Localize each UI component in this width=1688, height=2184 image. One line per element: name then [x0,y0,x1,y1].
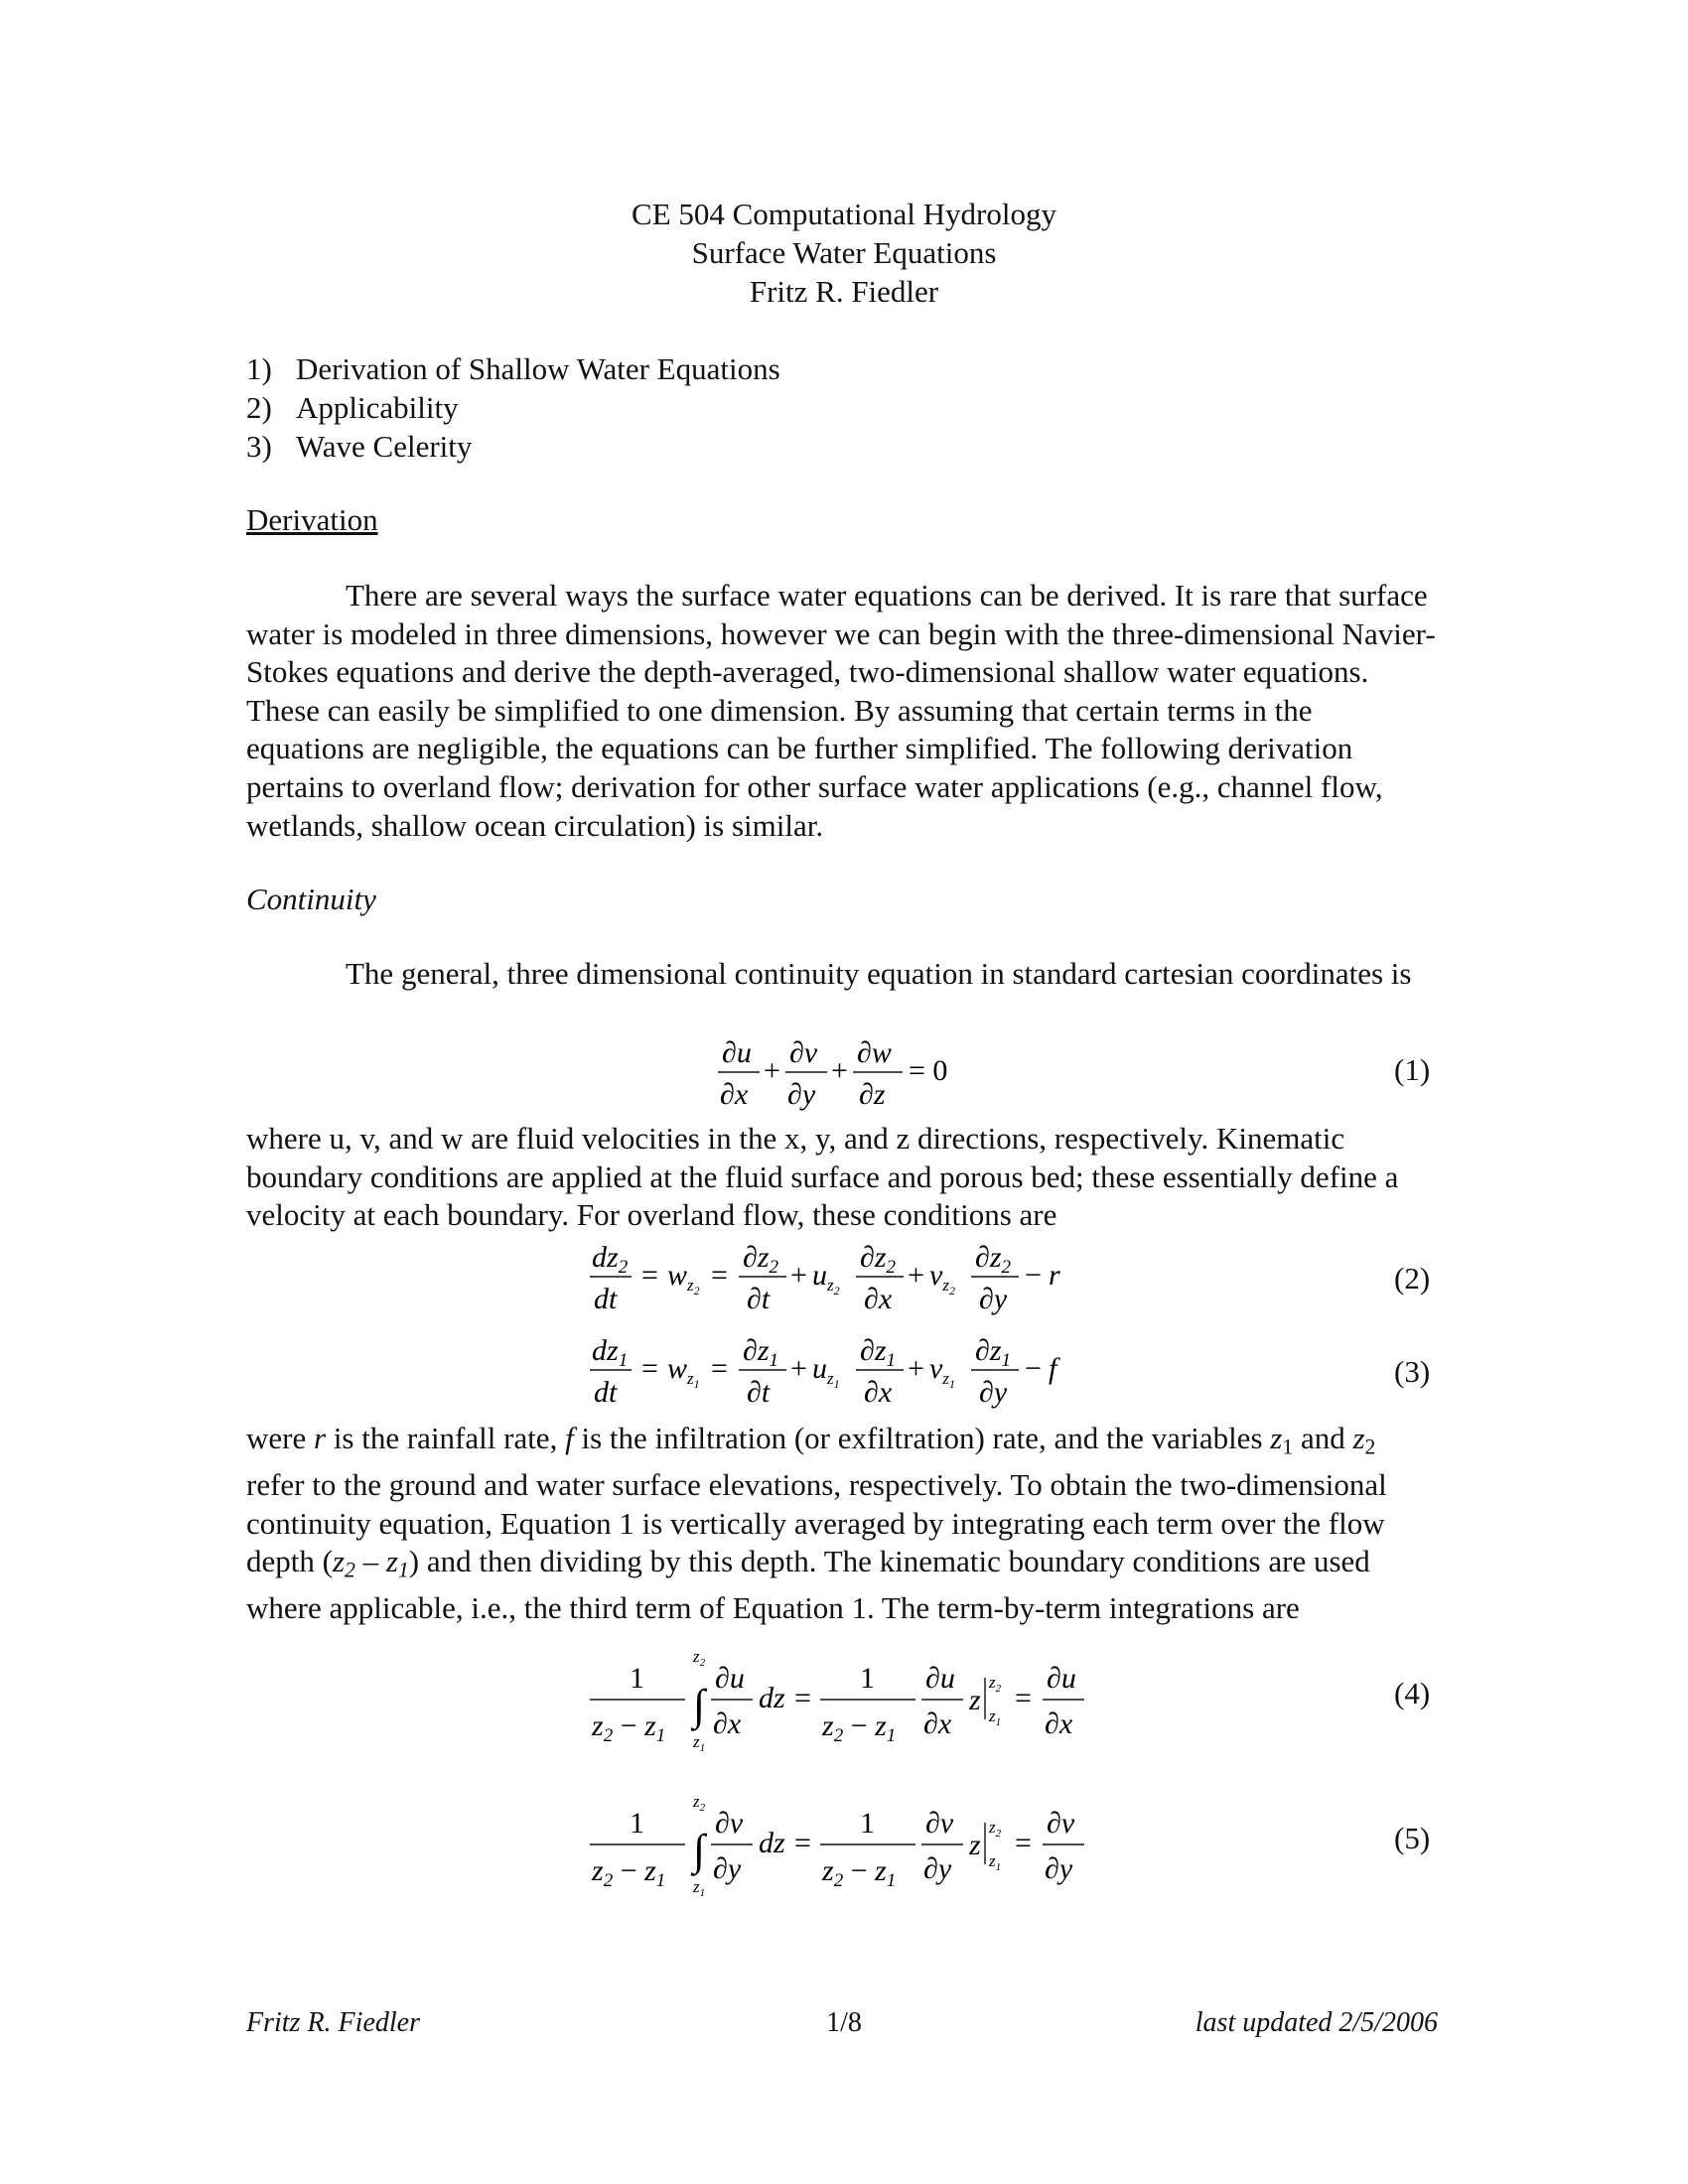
variable-z1: z [1270,1421,1283,1455]
svg-text:+: + [831,1054,848,1087]
svg-text:∂v: ∂v [925,1807,954,1840]
svg-text:dt: dt [594,1376,618,1409]
svg-text:∂x: ∂x [720,1078,749,1111]
svg-text:∂y: ∂y [979,1376,1008,1409]
outline-number: 3) [246,429,272,464]
equation-1 [710,1032,968,1112]
text-segment: is the infiltration (or exfiltration) rate, and the variables [573,1421,1271,1455]
svg-text:∂z: ∂z [859,1078,886,1111]
svg-text:∂v: ∂v [1047,1807,1075,1840]
svg-text:dt: dt [594,1283,618,1315]
svg-text:z2: $z_2$ [989,1673,1002,1695]
outline-list [246,349,780,466]
paragraph-averaging [246,1420,1438,1628]
svg-text:∂x: ∂x [864,1376,893,1409]
outline-item [246,388,780,427]
svg-text:∂t: ∂t [747,1376,771,1409]
svg-text:∂x: ∂x [864,1283,893,1315]
outline-item [246,349,780,388]
svg-text:∂v: ∂v [715,1807,744,1840]
subscript: 2 [1364,1434,1376,1459]
svg-text:=: = [641,1352,658,1385]
svg-text:z1: $z_1$ [693,1877,706,1899]
svg-text:∂u: ∂u [715,1662,745,1695]
svg-text:dz: dz [759,1827,785,1859]
equation-number-3: (3) [1394,1354,1431,1389]
svg-text:∂z1: $\partial z_1$ [975,1334,1011,1371]
paragraph-boundary-text: where u, v, and w are fluid velocities in the x, y, and z directions, respectively. Kinematic boundary conditions are applied at the fluid surface and porous bed; these essentially define a velocity at each boundary. For overland flow, these conditions are [246,1121,1399,1233]
svg-text:∂y: ∂y [1045,1852,1073,1885]
svg-text:1: 1 [860,1807,875,1840]
svg-text:−: − [1025,1352,1042,1385]
outline-number: 1) [246,351,272,386]
svg-text:z2 − z1: $z_2 - z_1$ [592,1854,666,1891]
svg-text:z2: $z_2$ [989,1818,1002,1840]
svg-text:=: = [1015,1682,1032,1714]
svg-text:∂x: ∂x [1045,1707,1073,1740]
svg-text:dz1: $dz_1$ [592,1334,629,1371]
svg-text:= 0: = 0 [909,1054,948,1087]
svg-text:∂u: ∂u [1047,1662,1076,1695]
svg-text:∂z2: $\partial z_2$ [975,1241,1011,1278]
author-name: Fritz R. Fiedler [749,274,939,309]
svg-text:∂x: ∂x [713,1707,742,1740]
svg-text:∂z1: $\partial z_1$ [860,1334,896,1371]
svg-text:1: 1 [630,1662,644,1695]
svg-text:∂u: ∂u [722,1036,752,1069]
svg-text:z2 − z1: $z_2 - z_1$ [592,1709,666,1746]
svg-text:z: z [969,1829,981,1861]
svg-text:∂z1: $\partial z_1$ [743,1334,778,1371]
svg-text:∫: ∫ [693,1681,706,1729]
svg-text:∫: ∫ [693,1826,706,1874]
svg-text:∂z2: $\partial z_2$ [860,1241,896,1278]
svg-text:z2 − z1: $z_2 - z_1$ [822,1709,897,1746]
svg-text:vz1: $v_z1$ [929,1352,955,1391]
text-segment: and [1293,1421,1353,1455]
svg-text:∂z2: $\partial z_2$ [743,1241,778,1278]
svg-text:∂y: ∂y [713,1852,742,1885]
svg-text:∂y: ∂y [979,1283,1008,1315]
depth-expression: $z_2 - z_1$ [332,1544,409,1582]
svg-text:uz2: $u_z2$ [812,1259,840,1297]
svg-text:=: = [711,1352,728,1385]
svg-text:z1: $z_1$ [989,1706,1002,1728]
equation-number-1: (1) [1394,1052,1431,1087]
equation-4 [586,1648,1102,1757]
outline-number: 2) [246,390,272,425]
svg-text:∂y: ∂y [923,1852,952,1885]
section-heading-derivation: Derivation [246,502,378,537]
svg-text:z1: $z_1$ [693,1732,706,1754]
text-segment: is the rainfall rate, [326,1421,566,1455]
svg-text:+: + [790,1259,807,1292]
footer-page-number: 1/8 [826,2007,862,2038]
svg-text:=: = [794,1682,811,1714]
svg-text:z2 − z1: $z_2 - z_1$ [822,1854,897,1891]
svg-text:z2: $z_2$ [693,1793,706,1814]
svg-text:+: + [908,1259,924,1292]
svg-text:=: = [641,1259,658,1292]
svg-text:z1: $z_1$ [989,1851,1002,1873]
paragraph-continuity-text: The general, three dimensional continuity equation in standard cartesian coordinates is [346,956,1412,991]
outline-text: Applicability [296,390,459,425]
outline-item [246,427,780,466]
subscript: 1 [1282,1434,1294,1459]
section-heading-continuity: Continuity [246,882,376,916]
svg-text:z2: $z_2$ [693,1648,706,1669]
footer-last-updated: last updated 2/5/2006 [1195,2007,1438,2038]
topic-title: Surface Water Equations [691,235,997,270]
svg-text:1: 1 [860,1662,875,1695]
svg-text:z: z [969,1684,981,1716]
svg-text:1: 1 [630,1807,644,1840]
svg-text:dz: dz [759,1682,785,1714]
paragraph-intro-text: There are several ways the surface water equations can be derived. It is rare that surface water is modeled in three dimensions, however we can begin with the three-dimensional Navier-Stokes equations and derive the depth-averaged, two-dimensional shallow water equations. These can easily be simplified to one dimension. By assuming that certain terms in the equations are negligible, the equations can be further simplified. The following derivation pertains to overland flow; derivation for other surface water applications (e.g., channel flow, wetlands, shallow ocean circulation) is similar. [246,578,1436,843]
paragraph-intro [246,577,1438,845]
course-title: CE 504 Computational Hydrology [632,197,1056,231]
outline-text: Derivation of Shallow Water Equations [296,351,780,386]
svg-text:∂t: ∂t [747,1283,771,1315]
svg-text:r: r [1049,1259,1060,1292]
paragraph-continuity [246,955,1438,994]
svg-text:+: + [790,1352,807,1385]
svg-text:=: = [711,1259,728,1292]
svg-text:∂y: ∂y [787,1078,816,1111]
equation-2 [586,1239,1102,1318]
variable-f: f [565,1421,574,1455]
text-segment: refer to the ground and water surface elevations, respectively. To obtain the two-dimensional continuity equation, Equation 1 is vertically averaged by integrating each term over the flow depth ( [246,1467,1387,1579]
equation-number-2: (2) [1394,1261,1431,1296]
svg-text:∂u: ∂u [925,1662,955,1695]
svg-text:f: f [1049,1352,1057,1385]
variable-r: r [313,1421,327,1455]
footer-author: Fritz R. Fiedler [246,2007,420,2038]
variable-z2: z [1352,1421,1365,1455]
svg-text:+: + [908,1352,924,1385]
svg-text:=: = [1015,1827,1032,1859]
svg-text:wz2: $w_z2$ [667,1259,700,1297]
svg-text:wz1: $w_z1$ [667,1352,700,1391]
equation-number-5: (5) [1394,1821,1431,1855]
svg-text:+: + [764,1054,780,1087]
svg-text:∂v: ∂v [789,1036,818,1069]
paragraph-boundary [246,1120,1438,1235]
svg-text:−: − [1025,1259,1042,1292]
equation-5 [586,1793,1102,1902]
svg-text:dz2: $dz_2$ [592,1241,629,1278]
svg-text:vz2: $v_z2$ [929,1259,955,1297]
svg-text:∂w: ∂w [857,1036,892,1069]
text-segment: were [246,1421,314,1455]
equation-3 [586,1332,1102,1412]
title-block [0,195,1688,311]
equation-number-4: (4) [1394,1676,1431,1710]
svg-text:=: = [794,1827,811,1859]
text-segment: ) and then dividing by this depth. The kinematic boundary conditions are used where applicable, i.e., the third term of Equation 1. The term-by-term integrations are [246,1544,1370,1626]
svg-text:∂x: ∂x [923,1707,952,1740]
svg-text:uz1: $u_z1$ [812,1352,840,1391]
outline-text: Wave Celerity [296,429,473,464]
